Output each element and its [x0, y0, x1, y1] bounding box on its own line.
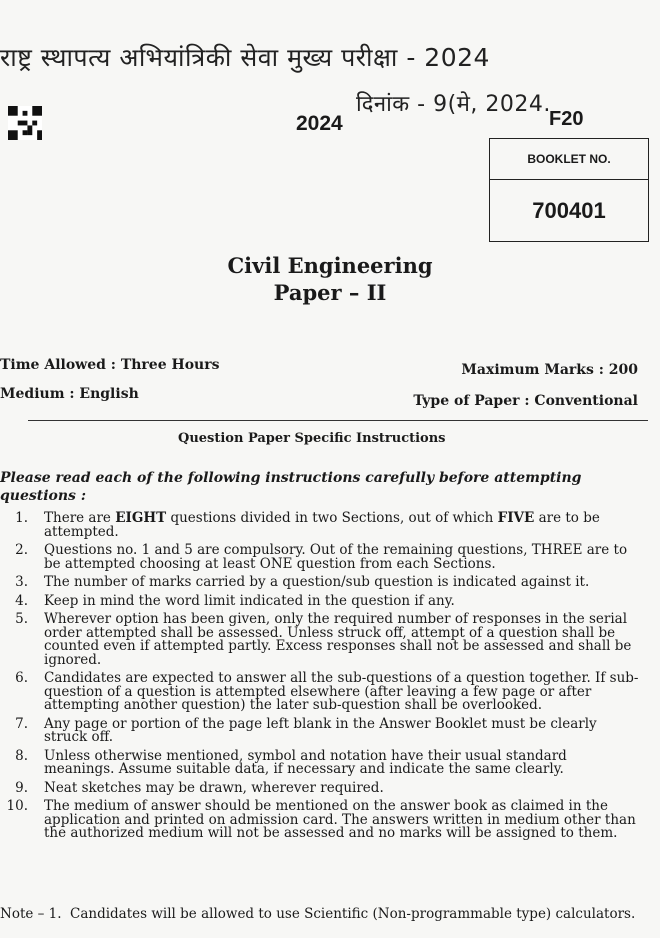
instruction-text: Neat sketches may be drawn, wherever required. — [44, 779, 384, 796]
list-item: 6. Candidates are expected to answer all the sub-questions of a question together. If sub-question of a question is attempted elsewhere (after leaving a few page or after attempting another question) the later sub-question shall be overlooked. — [15, 670, 639, 713]
handwritten-exam-title: राष्ट्र स्थापत्य अभियांत्रिकी सेवा मुख्य परीक्षा - 2024 — [0, 43, 490, 72]
list-item: 8. Unless otherwise mentioned, symbol and notation have their usual standard meanings. Assume suitable data, if necessary and indicate the same clearly. — [15, 747, 567, 777]
handwritten-date: दिनांक - 9(मे, 2024. — [356, 92, 551, 117]
list-item: 10. The medium of answer should be mentioned on the answer book as claimed in the application and printed on admission card. The answers written in medium other than the authorized medium will not be assessed and no marks will be assigned to them. — [6, 798, 636, 841]
instruction-text: The number of marks carried by a question/sub question is indicated against it. — [44, 574, 590, 590]
instruction-text: Questions no. 1 and 5 are compulsory. Out of the remaining questions, THREE are to be attempted choosing at least ONE question from each Sections. — [44, 542, 628, 572]
note — [0, 906, 640, 922]
paper-code: F20 — [549, 108, 584, 130]
list-item: 3. The number of marks carried by a question/sub question is indicated against it. — [15, 574, 590, 590]
instruction-text: There are EIGHT questions divided in two Sections, out of which FIVE are to be attempted. — [44, 510, 600, 540]
instruction-text: Any page or portion of the page left blank in the Answer Booklet must be clearly struck off. — [44, 715, 597, 745]
list-item: 9. Neat sketches may be drawn, wherever required. — [15, 779, 384, 796]
instruction-list — [0, 512, 640, 846]
time-allowed: Time Allowed : Three Hours — [0, 357, 220, 373]
maximum-marks: Maximum Marks : 200 — [461, 362, 638, 378]
note-text: Candidates will be allowed to use Scientific (Non-programmable type) calculators. — [70, 906, 636, 922]
divider — [28, 420, 648, 421]
paper-title: Paper – II — [273, 280, 387, 305]
list-item: 7. Any page or portion of the page left blank in the Answer Booklet must be clearly struck off. — [15, 715, 597, 745]
instruction-text: Candidates are expected to answer all the sub-questions of a question together. If sub-question of a question is attempted elsewhere (after leaving a few page or after attempting another question) the later sub-question shall be overlooked. — [44, 670, 639, 713]
instructions-heading: Question Paper Specific Instructions — [178, 431, 446, 446]
list-item: 1. There are EIGHT questions divided in two Sections, out of which FIVE are to be attempted. — [15, 510, 600, 540]
list-item: 5. Wherever option has been given, only the required number of responses in the serial order attempted shall be assessed. Unless struck off, attempt of a question shall be counted even if attempted partly. Excess responses shall not be assessed and shall be ignored. — [15, 611, 632, 668]
booklet-number-box — [489, 138, 649, 242]
instruction-text: Keep in mind the word limit indicated in the question if any. — [44, 592, 455, 609]
subject-title: Civil Engineering — [227, 253, 433, 278]
booklet-number: 700401 — [532, 198, 606, 223]
paper-type: Type of Paper : Conventional — [413, 393, 638, 409]
booklet-label: BOOKLET NO. — [490, 139, 648, 180]
instructions-intro: Please read each of the following instructions carefully before attempting questions : — [0, 470, 582, 504]
list-item: 4. Keep in mind the word limit indicated in the question if any. — [15, 592, 455, 609]
list-item: 2. Questions no. 1 and 5 are compulsory. Out of the remaining questions, THREE are to be attempted choosing at least ONE question from each Sections. — [15, 542, 628, 572]
instruction-text: Wherever option has been given, only the required number of responses in the serial order attempted shall be assessed. Unless struck off, attempt of a question shall be counted even if attempted partly. Excess responses shall not be assessed and shall be ignored. — [44, 611, 632, 668]
exam-year: 2024 — [296, 112, 343, 135]
instruction-text: The medium of answer should be mentioned on the answer book as claimed in the application and printed on admission card. The answers written in medium other than the authorized medium will not be assessed and no marks will be assigned to them. — [44, 798, 636, 841]
instruction-text: Unless otherwise mentioned, symbol and notation have their usual standard meanings. Assume suitable data, if necessary and indicate the same clearly. — [44, 747, 567, 777]
medium: Medium : English — [0, 386, 139, 402]
note-label: Note – 1. — [0, 906, 62, 922]
qr-code-icon — [8, 106, 42, 140]
